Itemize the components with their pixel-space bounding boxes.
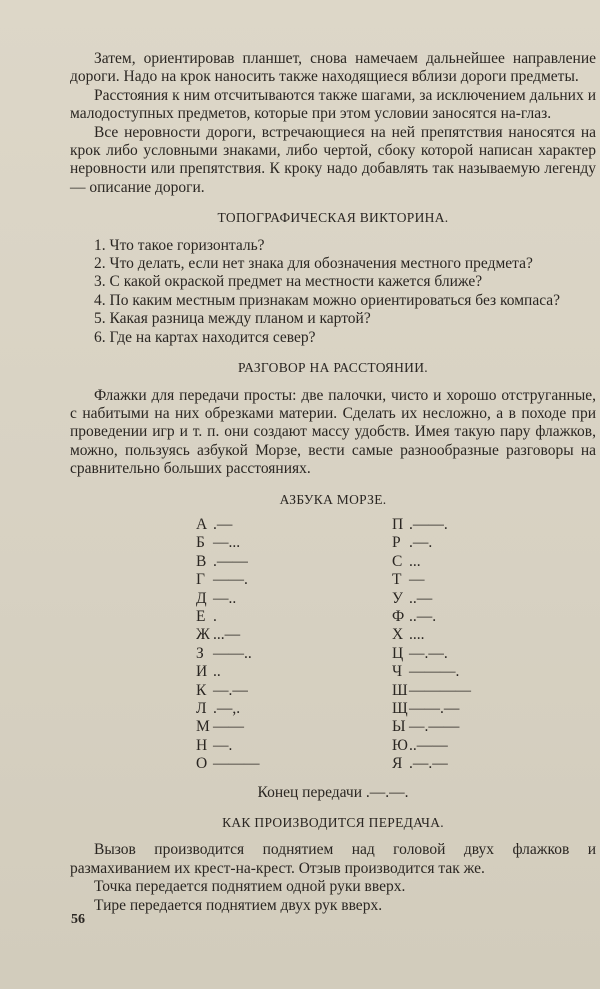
morse-code: .— <box>213 515 233 533</box>
morse-code: —.—— <box>409 718 460 736</box>
morse-row <box>392 755 588 773</box>
morse-row <box>196 663 392 681</box>
morse-code: —... <box>213 534 241 552</box>
morse-code: ——.. <box>213 644 252 662</box>
morse-row <box>196 718 392 736</box>
morse-letter: Я <box>392 755 403 773</box>
morse-code: ..—. <box>409 607 437 625</box>
morse-row <box>196 534 392 552</box>
morse-row <box>196 553 392 571</box>
morse-code: ———— <box>409 681 471 699</box>
paragraph: Точка передается поднятием одной руки вверх. <box>94 878 406 896</box>
quiz-list <box>70 237 596 347</box>
quiz-item: 3. С какой окраской предмет на местности кажется ближе? <box>94 273 483 291</box>
morse-code: ..—— <box>409 736 448 754</box>
morse-row <box>196 516 392 534</box>
morse-letter: М <box>196 718 210 736</box>
morse-row <box>392 534 588 552</box>
morse-row <box>196 700 392 718</box>
morse-row <box>392 571 588 589</box>
morse-table <box>196 516 596 774</box>
morse-letter: С <box>392 552 403 570</box>
morse-letter: Ц <box>392 644 404 662</box>
paragraph: Затем, ориентировав планшет, снова намечаем дальнейшее направление дороги. Надо на крок наносить также находящиеся вблизи дороги предметы. <box>70 50 596 86</box>
page-number: 56 <box>71 912 85 927</box>
morse-letter: Ф <box>392 607 405 625</box>
morse-row <box>196 571 392 589</box>
morse-code: .—— <box>213 552 248 570</box>
morse-letter: К <box>196 681 207 699</box>
morse-code: ...— <box>213 626 241 644</box>
morse-letter: З <box>196 644 204 662</box>
quiz-item: 1. Что такое горизонталь? <box>94 236 265 254</box>
morse-letter: Т <box>392 571 402 589</box>
morse-code: .—.— <box>409 755 448 773</box>
morse-row <box>196 645 392 663</box>
morse-row <box>392 608 588 626</box>
morse-code: —.—. <box>409 644 448 662</box>
section-heading-distance: РАЗГОВОР НА РАССТОЯНИИ. <box>238 360 428 376</box>
morse-letter: Ж <box>196 626 210 644</box>
morse-row <box>392 626 588 644</box>
morse-row <box>196 682 392 700</box>
section-heading-quiz: ТОПОГРАФИЧЕСКАЯ ВИКТОРИНА. <box>217 210 449 226</box>
morse-row <box>392 700 588 718</box>
morse-letter: У <box>392 589 403 607</box>
morse-letter: О <box>196 755 208 773</box>
paragraph: Тире передается поднятием двух рук вверх. <box>94 896 383 914</box>
morse-letter: Ы <box>392 718 406 736</box>
morse-letter: Е <box>196 607 206 625</box>
morse-code: —. <box>213 736 233 754</box>
morse-row <box>196 608 392 626</box>
morse-code: — <box>409 571 425 589</box>
morse-code: .... <box>409 626 425 644</box>
paragraph: Расстояния к ним отсчитываются также шагами, за исключением дальних и малодоступных предметов, которые при этом условии заносятся на-глаз. <box>70 86 596 123</box>
morse-code: —.. <box>213 589 237 607</box>
morse-letter: Р <box>392 534 401 552</box>
morse-letter: Д <box>196 589 207 607</box>
morse-title: АЗБУКА МОРЗЕ. <box>279 491 387 507</box>
morse-row <box>392 516 588 534</box>
quiz-item: 2. Что делать, если нет знака для обозначения местного предмета? <box>94 255 533 273</box>
morse-letter: Щ <box>392 700 408 717</box>
morse-column-right <box>392 516 588 774</box>
morse-letter: А <box>196 515 208 533</box>
morse-letter: Л <box>196 700 207 717</box>
morse-letter: Ч <box>392 663 403 681</box>
morse-row <box>392 663 588 681</box>
morse-code: ... <box>409 552 421 570</box>
morse-code: ——.— <box>409 700 460 717</box>
morse-letter: И <box>196 663 208 681</box>
paragraph: Вызов производится поднятием над головой двух флажков и размахиванием их крест-на-крест. Отзыв производится так же. <box>70 841 596 877</box>
paragraph: Все неровности дороги, встречающиеся на ней препятствия наносятся на крок либо условными знаками, либо чертой, сбоку которой написан характер неровности или препятствия. К кроку надо добавлять так называемую легенду — описание дороги. <box>70 123 596 196</box>
morse-code: —.— <box>213 681 248 699</box>
morse-letter: В <box>196 552 207 570</box>
morse-code: . <box>213 607 217 625</box>
morse-code: ———. <box>409 663 460 681</box>
quiz-item: 6. Где на картах находится север? <box>94 328 316 346</box>
morse-column-left <box>196 516 392 774</box>
morse-code: ——— <box>213 755 260 773</box>
section-heading-transmission: КАК ПРОИЗВОДИТСЯ ПЕРЕДАЧА. <box>222 815 444 831</box>
morse-row <box>392 645 588 663</box>
quiz-item: 4. По каким местным признакам можно ориентироваться без компаса? <box>94 291 561 309</box>
morse-letter: Ш <box>392 681 408 699</box>
quiz-item: 5. Какая разница между планом и картой? <box>94 310 371 328</box>
morse-row <box>392 590 588 608</box>
morse-row <box>196 737 392 755</box>
morse-row <box>196 590 392 608</box>
morse-code: —— <box>213 718 244 736</box>
morse-code: .—. <box>409 534 433 552</box>
morse-letter: П <box>392 515 404 533</box>
morse-code: .—,. <box>213 700 241 717</box>
page-content <box>70 50 596 915</box>
morse-code: ..— <box>409 589 433 607</box>
morse-code: .. <box>213 663 221 681</box>
morse-letter: Ю <box>392 736 408 754</box>
morse-row <box>392 718 588 736</box>
morse-row <box>392 553 588 571</box>
morse-letter: Г <box>196 571 205 589</box>
morse-code: .——. <box>409 515 448 533</box>
paragraph: Флажки для передачи просты: две палочки, чисто и хорошо отструганные, с набитыми на них обрезками материи. Сделать их несложно, а в походе при проведении игр и т. п. они создают массу удобств. Имея такую пару флажков, можно, пользуясь азбукой Морзе, вести самые разнообразные разговоры на сравнительно больших расстояниях. <box>70 386 596 478</box>
morse-letter: Х <box>392 626 404 644</box>
morse-row <box>392 682 588 700</box>
morse-code: ——. <box>213 571 248 589</box>
morse-row <box>196 755 392 773</box>
end-of-transmission: Конец передачи .—.—. <box>257 783 409 801</box>
morse-row <box>392 737 588 755</box>
morse-letter: Б <box>196 534 205 552</box>
morse-row <box>196 626 392 644</box>
morse-letter: Н <box>196 736 208 754</box>
